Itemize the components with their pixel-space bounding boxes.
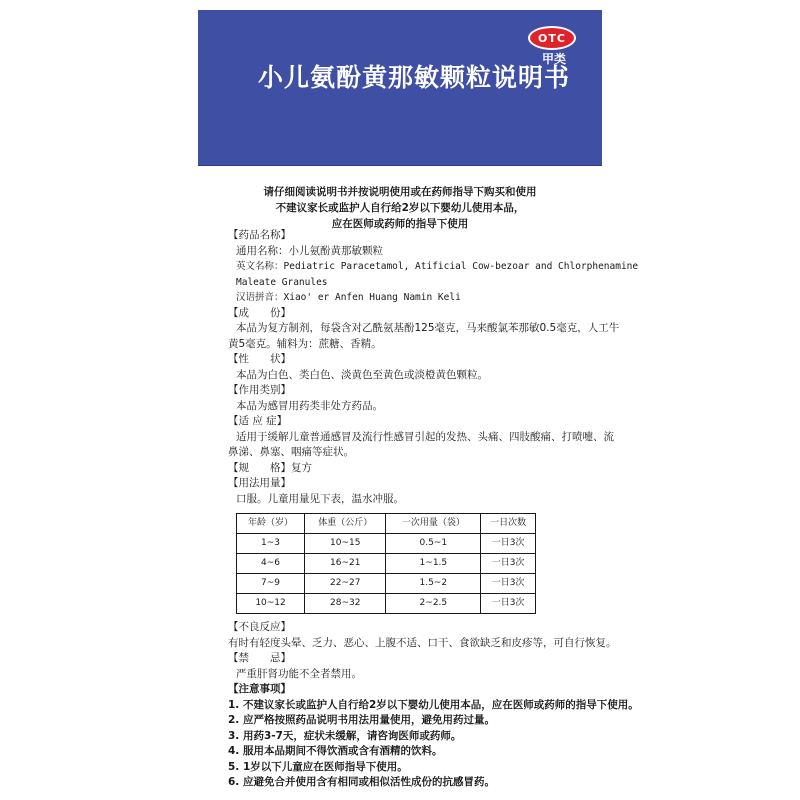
contraindications-text: 严重肝肾功能不全者禁用。 [236, 667, 362, 680]
warning-line: 应在医师或药师的指导下使用 [331, 218, 469, 230]
specification-text: 复方 [291, 461, 312, 474]
table-cell: 16~21 [305, 554, 386, 574]
warning-line: 不建议家长或监护人自行给2岁以下婴幼儿使用本品， [275, 202, 525, 214]
section-heading-specification: 【规 格】 [228, 461, 291, 474]
table-cell: 4~6 [237, 554, 305, 574]
english-name: 英文名称：Pediatric Paracetamol, Atificial Cow-bezoar and Chlorphenamine [236, 261, 639, 272]
pinyin-name: 汉语拼音：Xiao' er Anfen Huang Namin Keli [236, 292, 461, 303]
table-cell: 2~2.5 [386, 594, 481, 614]
precaution-item: 5. 1岁以下儿童应在医师指导下使用。 [228, 760, 408, 773]
section-heading-precautions: 【注意事项】 [228, 683, 291, 695]
section-heading-category: 【作用类别】 [228, 384, 291, 396]
indications-text: 适用于缓解儿童普通感冒及流行性感冒引起的发热、头痛、四肢酸痛、打喷嚏、流 [236, 430, 614, 443]
table-header-cell: 体重（公斤） [305, 514, 386, 534]
description-text: 本品为白色、类白色、淡黄色至黄色或淡橙黄色颗粒。 [236, 368, 488, 381]
generic-name: 通用名称：小儿氨酚黄那敏颗粒 [236, 244, 383, 257]
document-title: 小儿氨酚黄那敏颗粒说明书 [258, 63, 571, 92]
section-heading-description: 【性 状】 [228, 353, 291, 365]
table-row [237, 594, 536, 614]
table-cell: 1.5~2 [386, 574, 481, 594]
table-row [237, 554, 536, 574]
table-header-cell: 年龄（岁） [237, 514, 305, 534]
table-cell: 10~12 [237, 594, 305, 614]
precautions-block [228, 682, 639, 791]
section-heading-drug-name: 【药品名称】 [228, 229, 291, 241]
table-cell: 28~32 [305, 594, 386, 614]
table-cell: 22~27 [305, 574, 386, 594]
section-heading-adverse: 【不良反应】 [228, 621, 291, 633]
precaution-item: 3. 用药3-7天，症状未缓解，请咨询医师或药师。 [228, 729, 462, 742]
precaution-item: 2. 应严格按照药品说明书用法用量使用，避免用药过量。 [228, 714, 495, 726]
table-header-cell: 一次用量（袋） [386, 514, 481, 534]
table-row [237, 574, 536, 594]
precaution-item: 6. 应避免合并使用含有相同或相似活性成份的抗感冒药。 [228, 776, 495, 788]
composition-text: 本品为复方制剂，每袋含对乙酰氨基酚125毫克，马来酸氯苯那敏0.5毫克，人工牛 [236, 322, 620, 334]
specification-row [228, 461, 598, 477]
precaution-item: 1. 不建议家长或监护人自行给2岁以下婴幼儿使用本品，应在医师或药师的指导下使用。 [228, 698, 639, 711]
english-name-cont: Maleate Granules [236, 276, 328, 288]
section-heading-indications: 【适 应 症】 [228, 415, 288, 427]
section-heading-dosage: 【用法用量】 [228, 477, 291, 489]
table-cell: 一日3次 [481, 594, 536, 614]
precaution-item: 4. 服用本品期间不得饮酒或含有酒精的饮料。 [228, 745, 443, 757]
dosage-text: 口服。儿童用量见下表，温水冲服。 [236, 492, 404, 505]
category-text: 本品为感冒用药类非处方药品。 [236, 399, 383, 412]
header-band [198, 10, 602, 166]
table-row [237, 534, 536, 554]
otc-badge: OTC [528, 26, 576, 50]
table-cell: 0.5~1 [386, 534, 481, 554]
table-cell: 1~1.5 [386, 554, 481, 574]
warning-line: 请仔细阅读说明书并按说明使用或在药师指导下购买和使用 [263, 186, 537, 198]
leaflet-content [228, 228, 639, 791]
table-cell: 一日3次 [481, 574, 536, 594]
section-heading-composition: 【成 份】 [228, 306, 291, 319]
warning-block [198, 184, 602, 232]
table-cell: 一日3次 [481, 534, 536, 554]
composition-text-cont: 黄5毫克。辅料为：蔗糖、香精。 [228, 337, 382, 350]
table-cell: 10~15 [305, 534, 386, 554]
table-header-cell: 一日次数 [481, 514, 536, 534]
dosage-table [236, 513, 536, 614]
section-heading-contraindications: 【禁 忌】 [228, 652, 291, 664]
adverse-text: 有时有轻度头晕、乏力、恶心、上腹不适、口干、食欲缺乏和皮疹等，可自行恢复。 [228, 636, 617, 649]
indications-text-cont: 鼻涕、鼻塞、咽痛等症状。 [228, 446, 354, 458]
table-cell: 1~3 [237, 534, 305, 554]
leaflet-sheet [198, 10, 639, 795]
table-header-row [237, 514, 536, 534]
table-cell: 一日3次 [481, 554, 536, 574]
table-cell: 7~9 [237, 574, 305, 594]
otc-class-label: 甲类 [542, 52, 567, 66]
